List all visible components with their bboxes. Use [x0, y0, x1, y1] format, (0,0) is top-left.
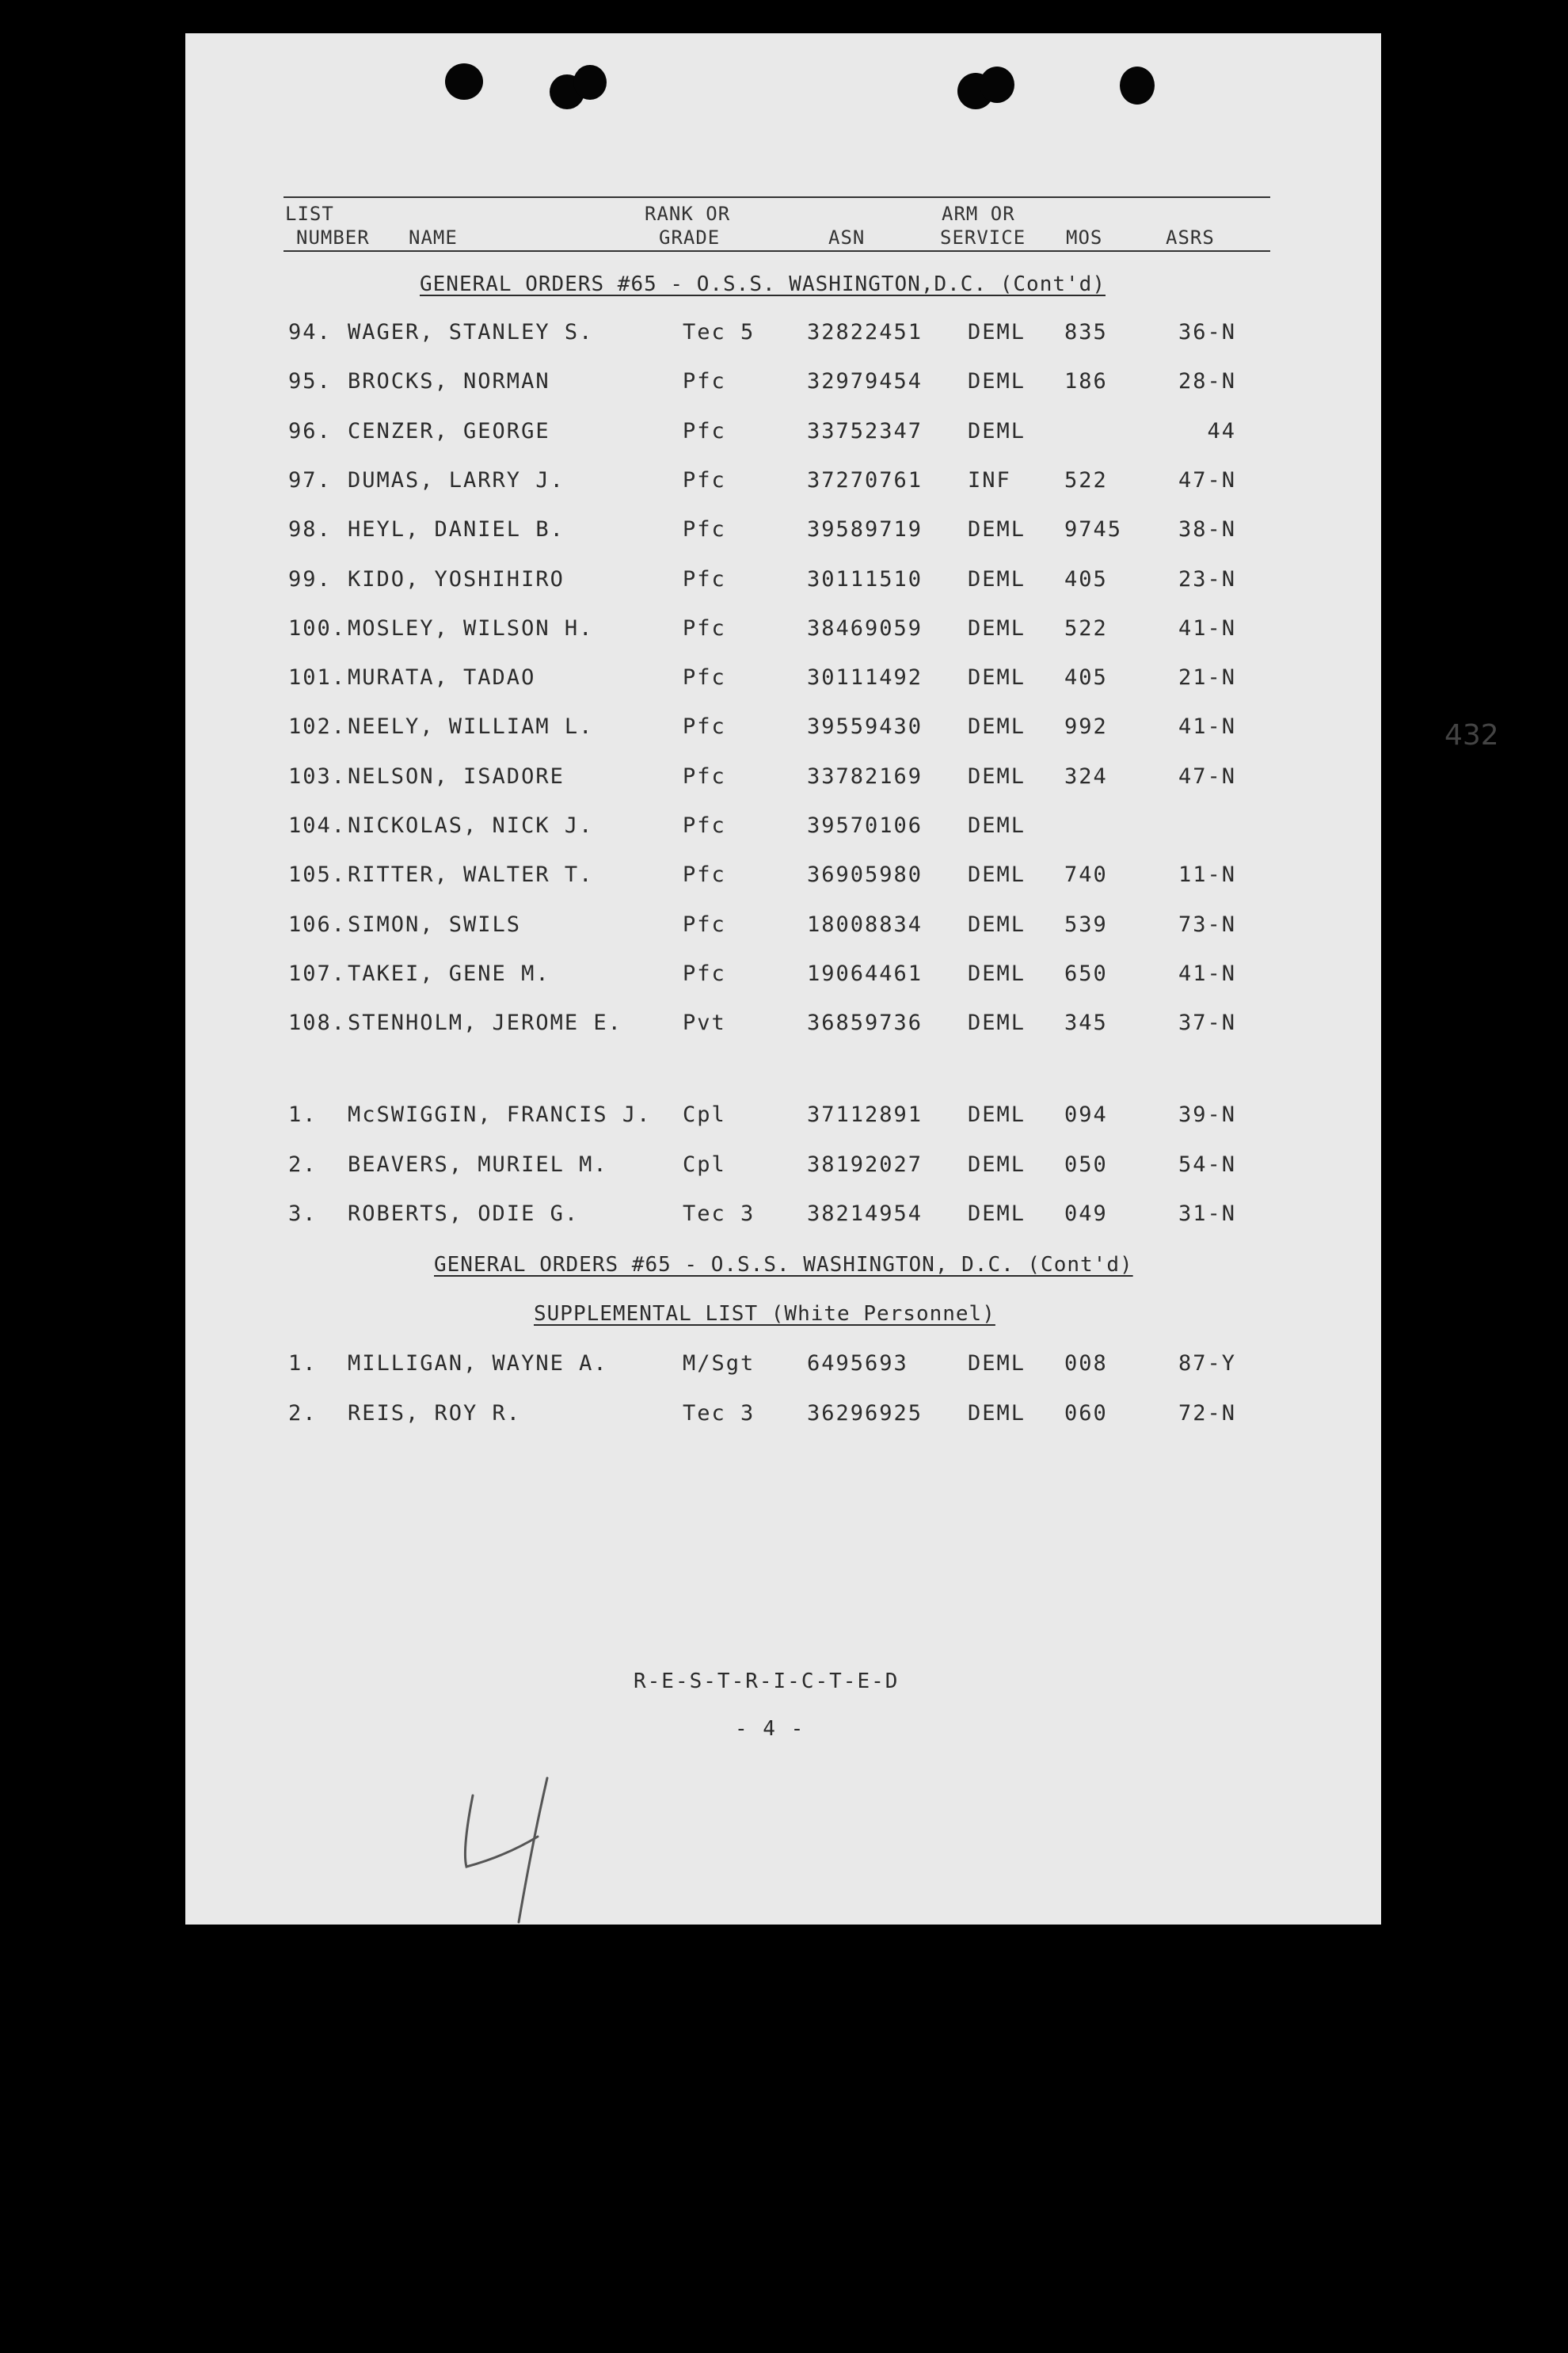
cell-mos: 9745 — [1064, 517, 1123, 543]
cell-num: 1. — [288, 1102, 318, 1127]
document-page — [185, 33, 1499, 1925]
cell-num: 99. — [288, 566, 332, 592]
cell-arm: DEML — [968, 1351, 1026, 1376]
handwritten-page-mark — [459, 1772, 569, 1930]
cell-mos: 740 — [1064, 862, 1108, 888]
table-row — [185, 714, 1381, 746]
header-rank-label: RANK OR — [645, 203, 731, 225]
header-name-label: NAME — [409, 227, 458, 249]
cell-mos: 060 — [1064, 1400, 1108, 1426]
cell-num: 97. — [288, 467, 332, 493]
cell-rank: Pfc — [683, 912, 726, 937]
cell-num: 2. — [288, 1400, 318, 1426]
cell-name: MOSLEY, WILSON H. — [348, 615, 594, 641]
cell-rank: Pfc — [683, 369, 726, 394]
cell-num: 102. — [288, 714, 347, 740]
cell-arm: DEML — [968, 862, 1026, 888]
cell-name: KIDO, YOSHIHIRO — [348, 566, 565, 592]
cell-num: 1. — [288, 1351, 318, 1376]
cell-num: 3. — [288, 1201, 318, 1226]
cell-mos: 522 — [1064, 467, 1108, 493]
cell-arm: DEML — [968, 320, 1026, 345]
cell-arm: DEML — [968, 813, 1026, 838]
cell-num: 100. — [288, 615, 347, 641]
cell-arm: INF — [968, 467, 1011, 493]
cell-asn: 19064461 — [807, 961, 923, 986]
cell-name: TAKEI, GENE M. — [348, 961, 550, 986]
cell-rank: Pvt — [683, 1011, 726, 1036]
cell-num: 105. — [288, 862, 347, 888]
header-bottom-rule — [284, 250, 1270, 252]
cell-arm: DEML — [968, 1102, 1026, 1127]
cell-name: BROCKS, NORMAN — [348, 369, 550, 394]
cell-mos: 094 — [1064, 1102, 1108, 1127]
cell-num: 95. — [288, 369, 332, 394]
table-row — [185, 764, 1381, 796]
cell-rank: Pfc — [683, 615, 726, 641]
cell-name: McSWIGGIN, FRANCIS J. — [348, 1102, 652, 1127]
cell-asrs: 11-N — [1178, 862, 1236, 888]
table-row — [185, 616, 1381, 648]
cell-mos: 345 — [1064, 1011, 1108, 1036]
table-row — [185, 468, 1381, 500]
table-row — [185, 1102, 1381, 1134]
cell-name: ROBERTS, ODIE G. — [348, 1201, 580, 1226]
section-title: GENERAL ORDERS #65 - O.S.S. WASHINGTON,D.C. (Cont'd) — [420, 272, 1106, 296]
cell-asrs: 37-N — [1178, 1011, 1236, 1036]
margin-stamp-number: 432 — [1444, 719, 1499, 752]
cell-arm: DEML — [968, 1152, 1026, 1177]
cell-asrs: 36-N — [1178, 320, 1236, 345]
header-number-label: NUMBER — [296, 227, 370, 249]
cell-name: WAGER, STANLEY S. — [348, 320, 594, 345]
table-row — [185, 567, 1381, 599]
cell-asn: 32979454 — [807, 369, 923, 394]
table-row — [185, 1201, 1381, 1233]
cell-asrs: 41-N — [1178, 714, 1236, 740]
table-row — [185, 1011, 1381, 1042]
header-list-label: LIST — [285, 203, 334, 225]
cell-rank: Pfc — [683, 418, 726, 444]
cell-mos: 835 — [1064, 320, 1108, 345]
cell-asn: 36296925 — [807, 1400, 923, 1426]
cell-asn: 18008834 — [807, 912, 923, 937]
punch-hole — [573, 65, 607, 100]
cell-name: HEYL, DANIEL B. — [348, 517, 565, 543]
cell-name: RITTER, WALTER T. — [348, 862, 594, 888]
cell-name: CENZER, GEORGE — [348, 418, 550, 444]
cell-asrs: 44 — [1207, 418, 1236, 444]
cell-rank: Cpl — [683, 1102, 726, 1127]
cell-arm: DEML — [968, 714, 1026, 740]
cell-asn: 6495693 — [807, 1351, 908, 1376]
header-mos-label: MOS — [1066, 227, 1103, 249]
cell-name: MURATA, TADAO — [348, 665, 536, 691]
cell-rank: Pfc — [683, 467, 726, 493]
cell-asn: 32822451 — [807, 320, 923, 345]
cell-name: REIS, ROY R. — [348, 1400, 522, 1426]
table-row — [185, 813, 1381, 845]
cell-rank: Tec 3 — [683, 1400, 755, 1426]
cell-num: 94. — [288, 320, 332, 345]
cell-asn: 33752347 — [807, 418, 923, 444]
table-row — [185, 961, 1381, 993]
cell-asn: 38192027 — [807, 1152, 923, 1177]
cell-rank: Pfc — [683, 566, 726, 592]
cell-asrs: 21-N — [1178, 665, 1236, 691]
header-grade-label: GRADE — [659, 227, 721, 249]
table-row — [185, 320, 1381, 352]
punch-hole — [1120, 67, 1155, 105]
cell-arm: DEML — [968, 566, 1026, 592]
cell-arm: DEML — [968, 369, 1026, 394]
cell-rank: Pfc — [683, 961, 726, 986]
punch-hole — [980, 67, 1014, 103]
cell-mos: 405 — [1064, 566, 1108, 592]
cell-asn: 38214954 — [807, 1201, 923, 1226]
cell-rank: Pfc — [683, 517, 726, 543]
cell-asrs: 41-N — [1178, 961, 1236, 986]
cell-mos: 008 — [1064, 1351, 1108, 1376]
cell-arm: DEML — [968, 1201, 1026, 1226]
cell-rank: Pfc — [683, 862, 726, 888]
table-row — [185, 912, 1381, 944]
cell-name: NICKOLAS, NICK J. — [348, 813, 594, 838]
cell-rank: Tec 3 — [683, 1201, 755, 1226]
cell-name: STENHOLM, JEROME E. — [348, 1011, 622, 1036]
cell-asn: 39559430 — [807, 714, 923, 740]
cell-asrs: 47-N — [1178, 467, 1236, 493]
cell-mos: 405 — [1064, 665, 1108, 691]
cell-name: NEELY, WILLIAM L. — [348, 714, 594, 740]
cell-mos: 324 — [1064, 763, 1108, 789]
cell-arm: DEML — [968, 763, 1026, 789]
cell-asn: 33782169 — [807, 763, 923, 789]
cell-mos: 650 — [1064, 961, 1108, 986]
cell-num: 2. — [288, 1152, 318, 1177]
cell-rank: Pfc — [683, 714, 726, 740]
header-top-rule — [284, 196, 1270, 198]
cell-num: 98. — [288, 517, 332, 543]
cell-asrs: 41-N — [1178, 615, 1236, 641]
cell-num: 108. — [288, 1011, 347, 1036]
cell-asn: 39589719 — [807, 517, 923, 543]
table-row — [185, 665, 1381, 697]
table-row — [185, 419, 1381, 451]
cell-asn: 37112891 — [807, 1102, 923, 1127]
cell-mos: 186 — [1064, 369, 1108, 394]
cell-name: DUMAS, LARRY J. — [348, 467, 565, 493]
cell-arm: DEML — [968, 615, 1026, 641]
cell-asn: 36905980 — [807, 862, 923, 888]
cell-arm: DEML — [968, 961, 1026, 986]
cell-num: 101. — [288, 665, 347, 691]
header-asn-label: ASN — [828, 227, 866, 249]
cell-arm: DEML — [968, 1011, 1026, 1036]
cell-asn: 37270761 — [807, 467, 923, 493]
cell-asn: 39570106 — [807, 813, 923, 838]
cell-asrs: 38-N — [1178, 517, 1236, 543]
cell-mos: 539 — [1064, 912, 1108, 937]
cell-asrs: 54-N — [1178, 1152, 1236, 1177]
cell-rank: Pfc — [683, 813, 726, 838]
cell-rank: Pfc — [683, 665, 726, 691]
header-service-label: SERVICE — [940, 227, 1026, 249]
section-title-2: GENERAL ORDERS #65 - O.S.S. WASHINGTON, D.C. (Cont'd) — [434, 1253, 1133, 1277]
cell-num: 107. — [288, 961, 347, 986]
cell-mos: 522 — [1064, 615, 1108, 641]
table-row — [185, 1351, 1381, 1383]
cell-asrs: 73-N — [1178, 912, 1236, 937]
cell-num: 96. — [288, 418, 332, 444]
cell-arm: DEML — [968, 912, 1026, 937]
cell-name: BEAVERS, MURIEL M. — [348, 1152, 608, 1177]
cell-asrs: 31-N — [1178, 1201, 1236, 1226]
cell-num: 103. — [288, 763, 347, 789]
cell-asrs: 72-N — [1178, 1400, 1236, 1426]
cell-asn: 38469059 — [807, 615, 923, 641]
cell-num: 104. — [288, 813, 347, 838]
table-row — [185, 862, 1381, 894]
cell-asn: 30111510 — [807, 566, 923, 592]
cell-asn: 30111492 — [807, 665, 923, 691]
cell-mos: 050 — [1064, 1152, 1108, 1177]
cell-name: MILLIGAN, WAYNE A. — [348, 1351, 608, 1376]
table-row — [185, 1401, 1381, 1433]
punch-hole — [445, 63, 483, 100]
cell-name: SIMON, SWILS — [348, 912, 522, 937]
cell-rank: M/Sgt — [683, 1351, 755, 1376]
cell-mos: 049 — [1064, 1201, 1108, 1226]
cell-asn: 36859736 — [807, 1011, 923, 1036]
cell-asrs: 23-N — [1178, 566, 1236, 592]
table-row — [185, 1152, 1381, 1184]
cell-asrs: 28-N — [1178, 369, 1236, 394]
restricted-marking: R-E-S-T-R-I-C-T-E-D — [634, 1670, 900, 1693]
header-arm-label: ARM OR — [942, 203, 1015, 225]
cell-rank: Pfc — [683, 763, 726, 789]
cell-asrs: 87-Y — [1178, 1351, 1236, 1376]
cell-arm: DEML — [968, 665, 1026, 691]
cell-arm: DEML — [968, 517, 1026, 543]
cell-asrs: 39-N — [1178, 1102, 1236, 1127]
cell-num: 106. — [288, 912, 347, 937]
supplemental-list-title: SUPPLEMENTAL LIST (White Personnel) — [534, 1302, 995, 1326]
table-row — [185, 517, 1381, 549]
table-row — [185, 369, 1381, 401]
header-asrs-label: ASRS — [1166, 227, 1215, 249]
cell-arm: DEML — [968, 418, 1026, 444]
cell-arm: DEML — [968, 1400, 1026, 1426]
cell-rank: Tec 5 — [683, 320, 755, 345]
page-number: - 4 - — [735, 1717, 805, 1741]
cell-mos: 992 — [1064, 714, 1108, 740]
cell-rank: Cpl — [683, 1152, 726, 1177]
cell-asrs: 47-N — [1178, 763, 1236, 789]
cell-name: NELSON, ISADORE — [348, 763, 565, 789]
